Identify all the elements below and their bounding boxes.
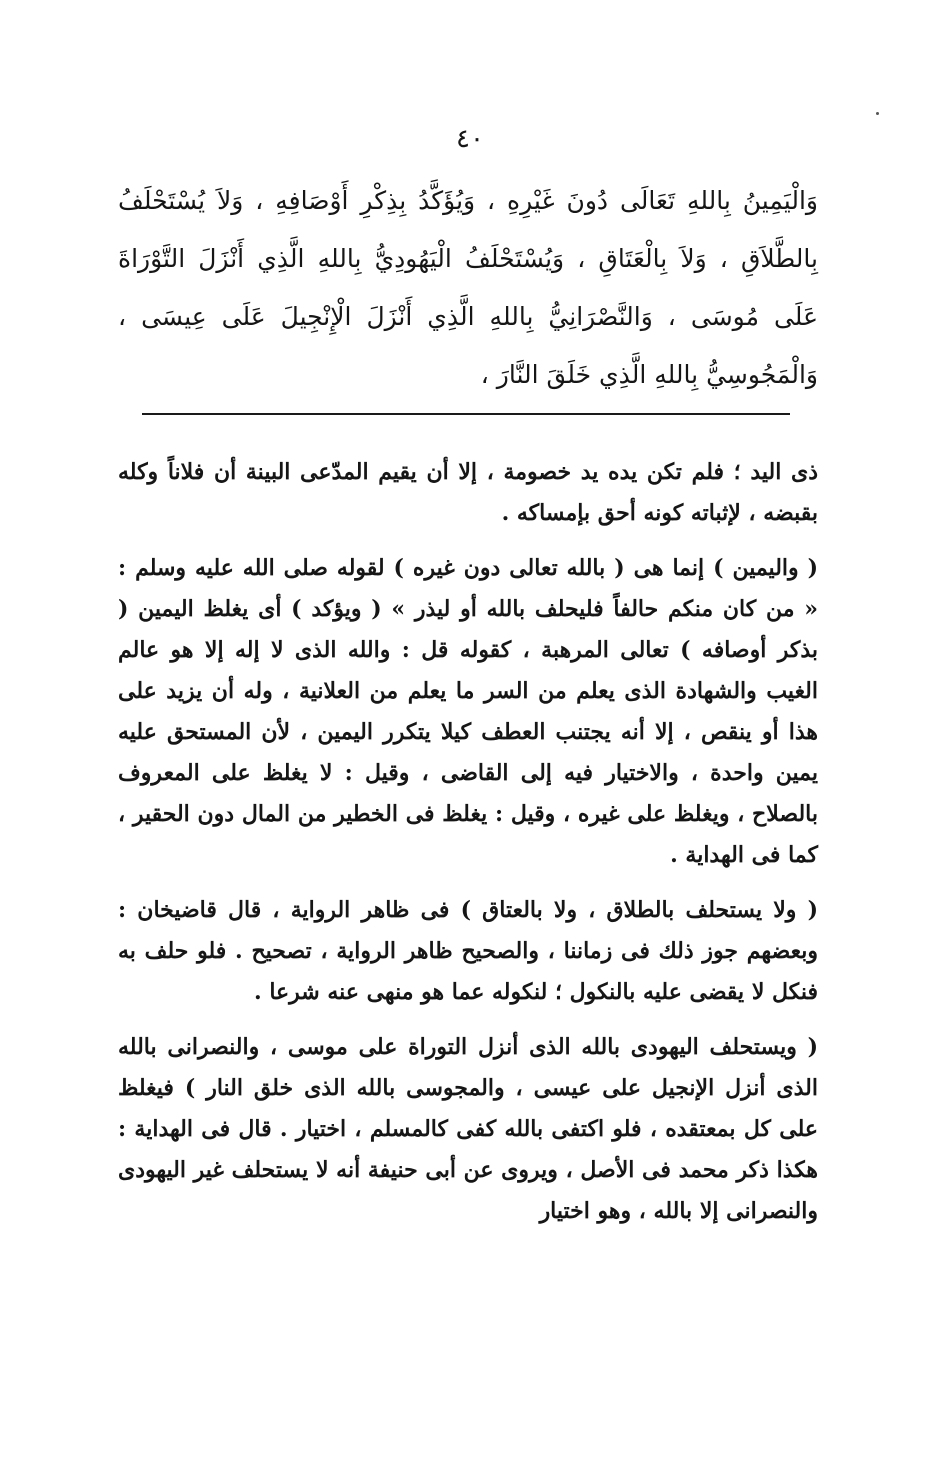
commentary-paragraph-2: ( واليمين ) إنما هى ( بالله تعالى دون غيره ) لقوله صلى الله عليه وسلم : « من كان منكم حالفاً فليحلف بالله أو ليذر » ( ويؤكد ) أى يغلظ اليمين ( بذكر أوصافه ) تعالى المرهبة ، كقوله قل : والله الذى لا إله إلا هو عالم الغيب والشهادة الذى يعلم من السر ما يعلم من العلانية ، وله أن يزيد على هذا أو ينقص ، إلا أنه يجتنب العطف كيلا يتكرر اليمين ، لأن المستحق عليه يمين واحدة ، والاختيار فيه إلى القاضى ، وقيل : لا يغلظ على المعروف بالصلاح ، ويغلظ على غيره ، وقيل : يغلظ فى الخطير من المال دون الحقير ، كما فى الهداية . [118,555,818,868]
commentary-paragraph-4: ( ويستحلف اليهودى بالله الذى أنزل التوراة على موسى ، والنصرانى بالله الذى أنزل الإنجيل على عيسى ، والمجوسى بالله الذى خلق النار ) فيغلظ على كل بمعتقده ، فلو اكتفى بالله كفى كالمسلم ، اختيار . قال فى الهداية : هكذا ذكر محمد فى الأصل ، ويروى عن أبى حنيفة أنه لا يستحلف غير اليهودى والنصرانى إلا بالله ، وهو اختيار [118,1034,818,1224]
commentary-paragraph-1: ذى اليد ؛ فلم تكن يده يد خصومة ، إلا أن يقيم المدّعى البينة أن فلاناً وكله بقبضه ، لإثباته كونه أحق بإمساكه . [118,459,818,526]
divider-line [142,413,790,415]
commentary-sharh [118,452,818,1246]
main-text-matn: وَالْيَمِينُ بِاللهِ تَعَالَى دُونَ غَيْرِهِ ، وَيُؤَكَّدُ بِذِكْرِ أَوْصَافِهِ ، وَلاَ يُسْتَحْلَفُ بِالطَّلاَقِ ، وَلاَ بِالْعَتَاقِ ، وَيُسْتَحْلَفُ الْيَهُودِيُّ بِاللهِ الَّذِي أَنْزَلَ التَّوْرَاةَ عَلَى مُوسَى ، وَالنَّصْرَانِيُّ بِاللهِ الَّذِي أَنْزَلَ الْإِنْجِيلَ عَلَى عِيسَى ، وَالْمَجُوسِيُّ بِاللهِ الَّذِي خَلَقَ النَّارَ ، [118,186,818,389]
stray-mark [876,112,879,115]
commentary-paragraph-3: ( ولا يستحلف بالطلاق ، ولا بالعتاق ) فى ظاهر الرواية ، قال قاضيخان : وبعضهم جوز ذلك فى زماننا ، والصحيح ظاهر الرواية ، تصحيح . فلو حلف به فنكل لا يقضى عليه بالنكول ؛ لنكوله عما هو منهى عنه شرعا . [118,897,818,1005]
page-number: ٤٠ [456,124,484,154]
